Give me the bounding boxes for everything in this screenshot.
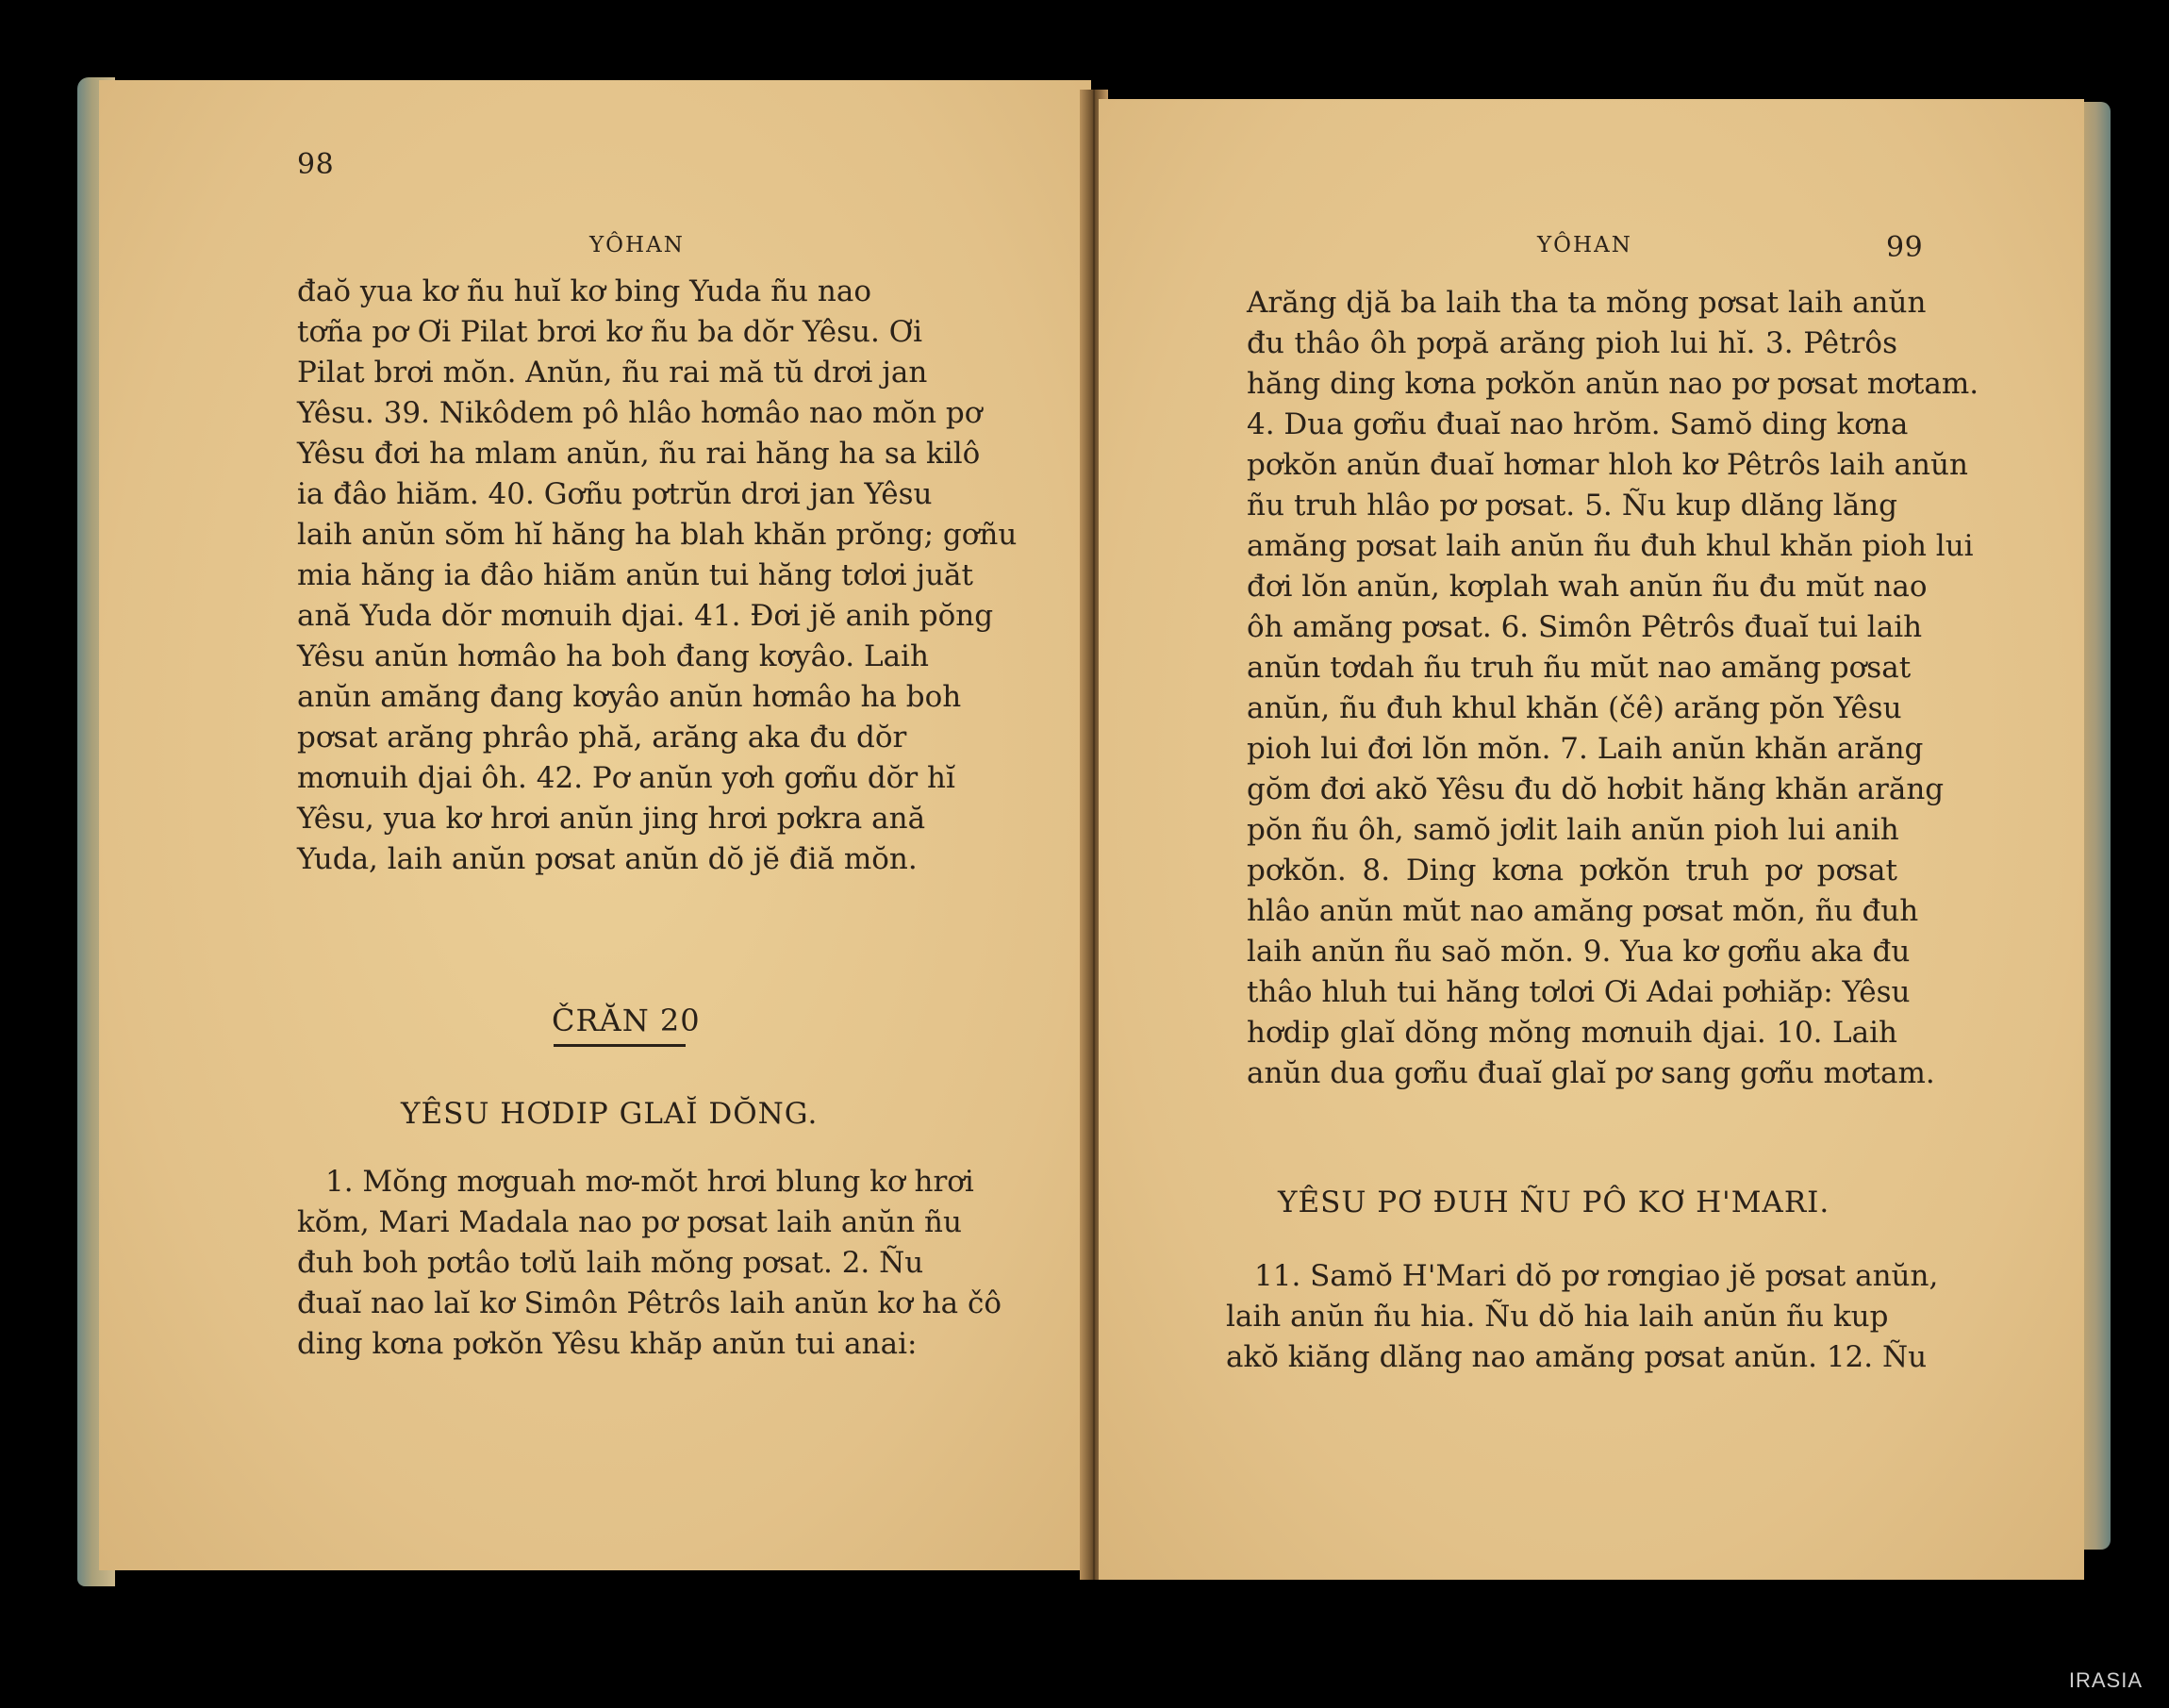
text-line: tơña pơ Ơi Pilat brơi kơ ñu ba dŏr Yêsu. Ơi <box>297 315 923 349</box>
running-head: YÔHAN <box>1537 233 1632 257</box>
text-line: Yêsu anŭn hơmâo ha boh đang kơyâo. Laih <box>297 639 929 673</box>
text-line: laih anŭn sŏm hĭ hăng ha blah khăn prŏng; gơñu <box>297 518 1018 552</box>
text-line: mơnuih djai ôh. 42. Pơ anŭn yơh gơñu dŏr hĭ <box>297 761 955 795</box>
text-line: Yêsu, yua kơ hrơi anŭn jing hrơi pơkra ană <box>297 802 926 836</box>
left-page <box>99 80 1091 1570</box>
text-line: thâo hluh tui hăng tơlơi Ơi Adai pơhiăp: Yêsu <box>1247 975 1911 1009</box>
chapter-title: ČRĂN 20 <box>552 1003 701 1038</box>
text-line: hơdip glaĭ dŏng mŏng mơnuih djai. 10. Laih <box>1247 1016 1897 1050</box>
text-line: pơsat arăng phrâo phă, arăng aka đu dŏr <box>297 721 907 755</box>
chapter-underline <box>554 1044 686 1047</box>
text-line: akŏ kiăng dlăng nao amăng pơsat anŭn. 12. Ñu <box>1226 1340 1928 1374</box>
text-line: Pilat brơi mŏn. Anŭn, ñu rai mă tŭ drơi jan <box>297 356 928 390</box>
text-line: pơkŏn anŭn đuaĭ hơmar hloh kơ Pêtrôs laih anŭn <box>1247 448 1968 482</box>
text-line: đuaĭ nao laĭ kơ Simôn Pêtrôs laih anŭn kơ ha čô <box>297 1286 1002 1320</box>
text-line: Yuda, laih anŭn pơsat anŭn dŏ jĕ điă mŏn. <box>297 842 918 876</box>
text-line: gŏm đơi akŏ Yêsu đu dŏ hơbit hăng khăn arăng <box>1247 772 1945 806</box>
text-line: đuh boh pơtâo tơlŭ laih mŏng pơsat. 2. Ñu <box>297 1246 924 1280</box>
text-line: anŭn dua gơñu đuaĭ glaĭ pơ sang gơñu mơtam. <box>1247 1056 1935 1090</box>
section-title: YÊSU PƠ ĐUH ÑU PÔ KƠ H'MARI. <box>1278 1186 1830 1219</box>
text-line: ding kơna pơkŏn Yêsu khăp anŭn tui anai: <box>297 1327 918 1361</box>
text-line: đu thâo ôh pơpă arăng pioh lui hĭ. 3. Pêtrôs <box>1247 326 1897 360</box>
text-line: ană Yuda dŏr mơnuih djai. 41. Đơi jĕ anih pŏng <box>297 599 994 633</box>
text-line: pơkŏn. 8. Ding kơna pơkŏn truh pơ pơsat <box>1247 854 1897 887</box>
text-line: 1. Mŏng mơguah mơ-mŏt hrơi blung kơ hrơi <box>325 1165 974 1199</box>
page-number: 98 <box>297 148 335 181</box>
text-line: Yêsu. 39. Nikôdem pô hlâo hơmâo nao mŏn pơ <box>297 396 983 430</box>
text-line: ôh amăng pơsat. 6. Simôn Pêtrôs đuaĭ tui laih <box>1247 610 1923 644</box>
text-line: amăng pơsat laih anŭn ñu đuh khul khăn pioh lui <box>1247 529 1974 563</box>
text-line: 4. Dua gơñu đuaĭ nao hrŏm. Samŏ ding kơna <box>1247 407 1909 441</box>
text-line: ñu truh hlâo pơ pơsat. 5. Ñu kup dlăng lăng <box>1247 489 1897 522</box>
text-line: Yêsu đơi ha mlam anŭn, ñu rai hăng ha sa kilô <box>297 437 981 471</box>
text-line: pŏn ñu ôh, samŏ jơlit laih anŭn pioh lui anih <box>1247 813 1899 847</box>
text-line: đaŏ yua kơ ñu huĭ kơ bing Yuda ñu nao <box>297 274 871 308</box>
watermark: IRASIA <box>2068 1668 2143 1692</box>
text-line: Arăng djă ba laih tha ta mŏng pơsat laih anŭn <box>1247 286 1927 320</box>
text-line: 11. Samŏ H'Mari dŏ pơ rơngiao jĕ pơsat anŭn, <box>1254 1259 1939 1293</box>
text-line: anŭn amăng đang kơyâo anŭn hơmâo ha boh <box>297 680 962 714</box>
text-line: anŭn tơdah ñu truh ñu mŭt nao amăng pơsat <box>1247 651 1912 685</box>
text-line: laih anŭn ñu hia. Ñu dŏ hia laih anŭn ñu kup <box>1226 1300 1889 1334</box>
text-line: hlâo anŭn mŭt nao amăng pơsat mŏn, ñu đuh <box>1247 894 1919 928</box>
text-line: hăng ding kơna pơkŏn anŭn nao pơ pơsat mơtam. <box>1247 367 1979 401</box>
text-line: kŏm, Mari Madala nao pơ pơsat laih anŭn ñu <box>297 1205 962 1239</box>
right-page-text-bottom <box>1226 1256 1939 1378</box>
text-line: mia hăng ia đâo hiăm anŭn tui hăng tơlơi juăt <box>297 558 973 592</box>
section-title: YÊSU HƠDIP GLAĬ DŎNG. <box>401 1097 819 1131</box>
text-line: pioh lui đơi lŏn mŏn. 7. Laih anŭn khăn arăng <box>1247 732 1924 766</box>
right-page <box>1099 99 2084 1580</box>
right-page-text-top <box>1247 283 1979 1094</box>
text-line: laih anŭn ñu saŏ mŏn. 9. Yua kơ gơñu aka đu <box>1247 935 1911 969</box>
text-line: đơi lŏn anŭn, kơplah wah anŭn ñu đu mŭt nao <box>1247 570 1928 604</box>
left-page-text-top <box>297 272 1018 880</box>
running-head: YÔHAN <box>589 233 685 257</box>
text-line: ia đâo hiăm. 40. Gơñu pơtrŭn drơi jan Yêsu <box>297 477 933 511</box>
page-number: 99 <box>1886 231 1924 264</box>
left-page-text-bottom <box>297 1162 1002 1365</box>
text-line: anŭn, ñu đuh khul khăn (čê) arăng pŏn Yêsu <box>1247 691 1902 725</box>
